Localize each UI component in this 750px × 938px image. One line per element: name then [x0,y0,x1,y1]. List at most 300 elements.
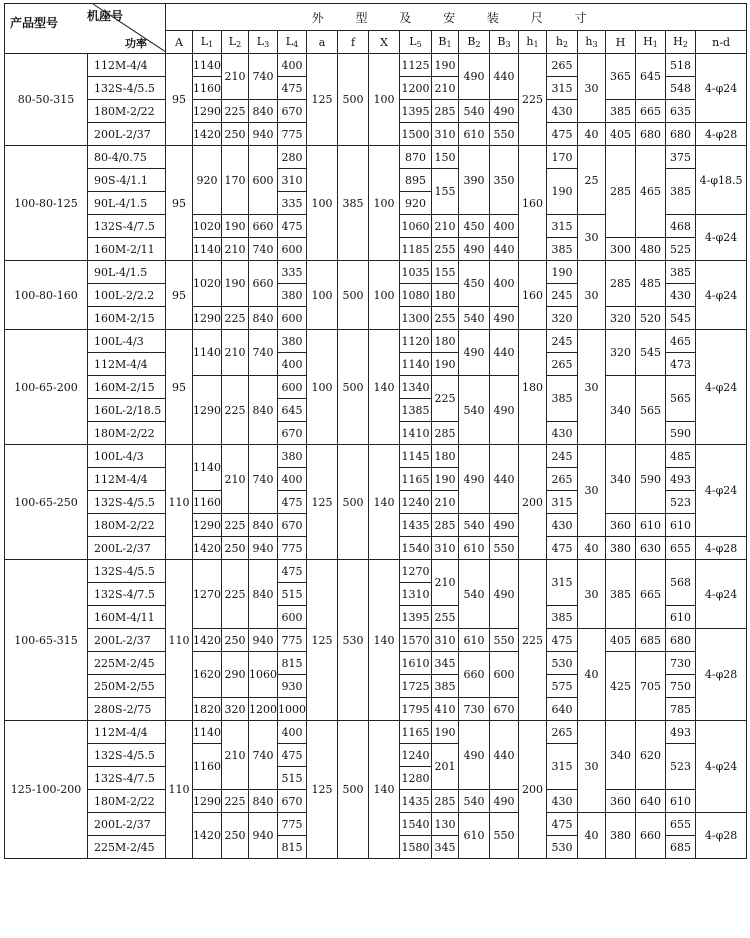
cell-L4: 475 [278,560,307,583]
motor-power-cell: 100L-2/2.2 [88,284,166,307]
column-header-label: n-d [712,35,730,49]
column-header [636,31,666,54]
cell-H1: 665 [636,100,666,123]
cell-H: 320 [606,330,636,376]
cell-B3: 440 [490,721,519,790]
cell-L4: 380 [278,330,307,353]
cell-B2: 610 [459,537,490,560]
motor-power-cell: 132S-4/5.5 [88,77,166,100]
cell-B2: 540 [459,790,490,813]
cell-L5: 1240 [400,491,432,514]
column-header-subscript: 1 [533,40,539,49]
cell-H1: 645 [636,54,666,100]
cell-a: 125 [307,54,338,146]
cell-h1: 160 [519,261,547,330]
cell-H2: 523 [666,744,696,790]
cell-L5: 1795 [400,698,432,721]
cell-B1: 310 [432,537,459,560]
dimension-table [4,3,747,859]
column-header-subscript: 1 [446,40,452,49]
cell-L4: 400 [278,468,307,491]
cell-L3: 940 [249,537,278,560]
cell-L1: 1270 [193,560,222,629]
cell-L4: 515 [278,767,307,790]
cell-L4: 400 [278,54,307,77]
cell-nd: 4-φ24 [696,54,747,123]
cell-H1: 630 [636,537,666,560]
table-row [5,721,747,744]
cell-L4: 475 [278,77,307,100]
cell-H1: 680 [636,123,666,146]
cell-L5: 1300 [400,307,432,330]
cell-H2: 635 [666,100,696,123]
cell-h3: 40 [578,123,606,146]
cell-L2: 210 [222,238,249,261]
cell-B3: 550 [490,629,519,652]
cell-B3: 490 [490,376,519,445]
cell-L2: 210 [222,54,249,100]
cell-a: 100 [307,261,338,330]
cell-h3: 30 [578,721,606,813]
cell-L1: 1420 [193,813,222,859]
column-header-subscript: 2 [475,40,481,49]
motor-power-cell: 200L-2/37 [88,813,166,836]
cell-B1: 190 [432,353,459,376]
cell-H: 300 [606,238,636,261]
cell-L5: 1185 [400,238,432,261]
cell-B2: 450 [459,261,490,307]
cell-L5: 920 [400,192,432,215]
cell-nd: 4-φ24 [696,330,747,445]
cell-L2: 190 [222,215,249,238]
column-header [459,31,490,54]
cell-B1: 385 [432,675,459,698]
cell-H1: 565 [636,376,666,445]
cell-L2: 225 [222,307,249,330]
cell-L5: 1580 [400,836,432,859]
cell-B1: 255 [432,238,459,261]
column-header-label: B [438,35,447,48]
cell-h2: 430 [547,790,578,813]
cell-L3: 840 [249,100,278,123]
cell-L5: 1410 [400,422,432,445]
cell-h3: 30 [578,261,606,330]
cell-B2: 540 [459,100,490,123]
cell-B1: 210 [432,77,459,100]
cell-B2: 490 [459,721,490,790]
cell-B3: 350 [490,146,519,215]
cell-nd: 4-φ28 [696,537,747,560]
motor-power-cell: 200L-2/37 [88,123,166,146]
table-row [5,146,747,169]
cell-B3: 490 [490,100,519,123]
cell-L1: 920 [193,146,222,215]
cell-L5: 1120 [400,330,432,353]
cell-X: 100 [369,146,400,261]
column-header [696,31,747,54]
cell-L5: 1280 [400,767,432,790]
cell-nd: 4-φ28 [696,813,747,859]
cell-L4: 400 [278,721,307,744]
cell-L4: 645 [278,399,307,422]
cell-B2: 540 [459,376,490,445]
cell-h2: 475 [547,537,578,560]
column-header-subscript: 3 [505,40,511,49]
cell-H1: 705 [636,652,666,721]
cell-B1: 285 [432,790,459,813]
cell-L4: 1000 [278,698,307,721]
cell-H2: 485 [666,445,696,468]
cell-L4: 400 [278,353,307,376]
motor-power-cell: 250M-2/55 [88,675,166,698]
motor-power-cell: 100L-4/3 [88,330,166,353]
cell-L4: 380 [278,284,307,307]
cell-A: 95 [166,330,193,445]
cell-B2: 490 [459,54,490,100]
cell-B1: 190 [432,721,459,744]
cell-L1: 1160 [193,491,222,514]
cell-B1: 210 [432,560,459,606]
motor-power-cell: 112M-4/4 [88,721,166,744]
column-header-subscript: 3 [592,40,598,49]
cell-L5: 1060 [400,215,432,238]
cell-H2: 518 [666,54,696,77]
cell-H2: 468 [666,215,696,238]
product-model-cell: 100-65-250 [5,445,88,560]
cell-h2: 475 [547,123,578,146]
cell-h2: 190 [547,169,578,215]
cell-B1: 210 [432,491,459,514]
cell-L1: 1020 [193,215,222,238]
cell-B3: 440 [490,330,519,376]
cell-h2: 385 [547,238,578,261]
cell-H: 285 [606,146,636,238]
cell-B1: 190 [432,468,459,491]
cell-H2: 685 [666,836,696,859]
cell-L3: 840 [249,790,278,813]
column-header-label: h [555,35,563,48]
cell-h2: 640 [547,698,578,721]
cell-L4: 815 [278,836,307,859]
column-header-label: a [318,35,326,49]
cell-L5: 1270 [400,560,432,583]
cell-L4: 775 [278,813,307,836]
cell-L4: 335 [278,261,307,284]
product-model-cell: 80-50-315 [5,54,88,146]
cell-X: 140 [369,560,400,721]
cell-L1: 1140 [193,54,222,77]
cell-L3: 840 [249,514,278,537]
column-header-label: X [380,35,388,49]
cell-B3: 400 [490,215,519,238]
cell-B3: 600 [490,652,519,698]
cell-B1: 255 [432,307,459,330]
cell-B1: 180 [432,330,459,353]
cell-H2: 655 [666,813,696,836]
cell-h1: 200 [519,721,547,859]
cell-H: 340 [606,376,636,445]
cell-L3: 1060 [249,652,278,698]
cell-B1: 130 [432,813,459,836]
cell-nd: 4-φ28 [696,629,747,721]
motor-power-cell: 112M-4/4 [88,54,166,77]
cell-A: 110 [166,721,193,859]
motor-power-cell: 132S-4/7.5 [88,583,166,606]
cell-h2: 430 [547,514,578,537]
cell-a: 125 [307,560,338,721]
motor-power-cell: 90L-4/1.5 [88,261,166,284]
cell-f: 500 [338,54,369,146]
motor-power-cell: 200L-2/37 [88,537,166,560]
cell-h2: 265 [547,54,578,77]
column-header [490,31,519,54]
column-header-label: L [285,35,294,48]
cell-H: 340 [606,445,636,514]
cell-h2: 530 [547,652,578,675]
cell-L1: 1620 [193,652,222,698]
cell-B3: 440 [490,238,519,261]
cell-B2: 730 [459,698,490,721]
cell-h3: 30 [578,445,606,537]
cell-L2: 250 [222,629,249,652]
column-header-label: B [467,35,476,48]
cell-h2: 245 [547,284,578,307]
cell-L4: 475 [278,491,307,514]
cell-L5: 1395 [400,606,432,629]
cell-B2: 610 [459,629,490,652]
cell-B3: 440 [490,54,519,100]
cell-h2: 475 [547,813,578,836]
cell-B1: 180 [432,284,459,307]
cell-A: 95 [166,261,193,330]
motor-power-cell: 132S-4/5.5 [88,491,166,514]
cell-h2: 245 [547,330,578,353]
cell-H1: 685 [636,629,666,652]
cell-h3: 30 [578,330,606,445]
cell-B2: 490 [459,445,490,514]
cell-H1: 520 [636,307,666,330]
cell-H2: 590 [666,422,696,445]
cell-B1: 285 [432,514,459,537]
cell-h3: 40 [578,537,606,560]
cell-B3: 490 [490,790,519,813]
cell-L2: 225 [222,376,249,445]
table-body [5,54,747,859]
cell-H2: 430 [666,284,696,307]
cell-L2: 320 [222,698,249,721]
cell-L3: 840 [249,560,278,629]
cell-B2: 540 [459,514,490,537]
cell-h2: 170 [547,146,578,169]
table-row [5,330,747,353]
column-header [278,31,307,54]
table-row [5,261,747,284]
motor-power-cell: 132S-4/7.5 [88,215,166,238]
cell-H2: 655 [666,537,696,560]
cell-H: 285 [606,261,636,307]
cell-f: 500 [338,445,369,560]
column-header-subscript: 2 [682,40,688,49]
cell-H2: 493 [666,468,696,491]
cell-L2: 225 [222,790,249,813]
cell-f: 500 [338,330,369,445]
column-header-label: L [200,35,209,48]
cell-H: 385 [606,560,636,629]
cell-H2: 385 [666,261,696,284]
cell-H1: 620 [636,721,666,790]
cell-h1: 160 [519,146,547,261]
cell-L4: 775 [278,123,307,146]
cell-H2: 680 [666,123,696,146]
column-header-subscript: 2 [563,40,569,49]
cell-h3: 30 [578,560,606,629]
cell-H: 320 [606,307,636,330]
cell-L2: 250 [222,537,249,560]
cell-H1: 485 [636,261,666,307]
column-header-subscript: 1 [208,40,214,49]
column-header-label: B [497,35,506,48]
cell-L4: 380 [278,445,307,468]
cell-f: 385 [338,146,369,261]
cell-L4: 310 [278,169,307,192]
cell-f: 500 [338,261,369,330]
cell-L5: 1570 [400,629,432,652]
cell-H2: 750 [666,675,696,698]
cell-L4: 600 [278,238,307,261]
cell-H2: 610 [666,514,696,537]
column-header-subscript: 5 [416,40,422,49]
cell-a: 125 [307,445,338,560]
cell-B2: 450 [459,215,490,238]
cell-X: 140 [369,445,400,560]
column-header-label: L [228,35,237,48]
cell-X: 100 [369,261,400,330]
cell-B2: 490 [459,238,490,261]
cell-L3: 940 [249,629,278,652]
cell-L5: 1165 [400,721,432,744]
cell-L3: 740 [249,54,278,100]
cell-H: 405 [606,123,636,146]
table-row [5,54,747,77]
cell-H: 380 [606,813,636,859]
cell-L5: 1145 [400,445,432,468]
cell-L5: 1395 [400,100,432,123]
cell-B3: 400 [490,261,519,307]
cell-B1: 155 [432,261,459,284]
motor-power-cell: 132S-4/5.5 [88,744,166,767]
cell-h2: 315 [547,744,578,790]
cell-f: 500 [338,721,369,859]
cell-B1: 155 [432,169,459,215]
cell-L1: 1420 [193,537,222,560]
cell-H2: 610 [666,790,696,813]
cell-B3: 550 [490,537,519,560]
cell-L4: 670 [278,514,307,537]
cell-B1: 285 [432,422,459,445]
cell-L1: 1160 [193,77,222,100]
column-header [307,31,338,54]
cell-H2: 730 [666,652,696,675]
cell-H1: 665 [636,560,666,629]
motor-power-cell: 180M-2/22 [88,100,166,123]
cell-L5: 1500 [400,123,432,146]
cell-L4: 515 [278,583,307,606]
cell-H: 385 [606,100,636,123]
cell-L4: 775 [278,629,307,652]
column-header-label: A [175,35,183,49]
column-header-label: h [526,35,534,48]
cell-L2: 250 [222,813,249,859]
cell-nd: 4-φ24 [696,215,747,261]
cell-H1: 640 [636,790,666,813]
cell-L5: 1385 [400,399,432,422]
cell-H1: 545 [636,330,666,376]
motor-power-cell: 132S-4/7.5 [88,767,166,790]
cell-L4: 670 [278,422,307,445]
cell-L5: 1610 [400,652,432,675]
cell-H2: 785 [666,698,696,721]
column-header-label: L [409,35,417,48]
column-header [606,31,636,54]
motor-power-cell: 200L-2/37 [88,629,166,652]
cell-B2: 660 [459,652,490,698]
product-model-cell: 100-65-200 [5,330,88,445]
cell-L2: 210 [222,445,249,514]
cell-B3: 550 [490,813,519,859]
cell-L5: 1435 [400,790,432,813]
cell-B1: 310 [432,629,459,652]
cell-L1: 1290 [193,514,222,537]
cell-L4: 775 [278,537,307,560]
cell-h3: 25 [578,146,606,215]
corner-header [5,4,166,54]
cell-B2: 610 [459,123,490,146]
cell-L2: 290 [222,652,249,698]
cell-L5: 1140 [400,353,432,376]
cell-H2: 473 [666,353,696,376]
cell-nd: 4-φ24 [696,560,747,629]
column-header-subscript: 2 [236,40,242,49]
motor-power-cell: 132S-4/5.5 [88,560,166,583]
cell-B3: 550 [490,123,519,146]
cell-L2: 225 [222,560,249,629]
cell-a: 125 [307,721,338,859]
column-header-subscript: 4 [293,40,299,49]
cell-H1: 660 [636,813,666,859]
cell-h2: 530 [547,836,578,859]
cell-H2: 680 [666,629,696,652]
cell-L5: 1200 [400,77,432,100]
cell-h2: 315 [547,77,578,100]
power-header: 功率 [125,37,147,50]
column-header [193,31,222,54]
cell-h2: 190 [547,261,578,284]
cell-h2: 430 [547,422,578,445]
motor-power-cell: 80-4/0.75 [88,146,166,169]
motor-power-cell: 160M-2/15 [88,307,166,330]
cell-h2: 385 [547,376,578,422]
cell-L5: 1435 [400,514,432,537]
column-header [400,31,432,54]
cell-L1: 1140 [193,445,222,491]
cell-L5: 1165 [400,468,432,491]
cell-h2: 245 [547,445,578,468]
cell-B1: 285 [432,100,459,123]
column-header [432,31,459,54]
cell-H2: 545 [666,307,696,330]
cell-h2: 265 [547,468,578,491]
cell-h2: 315 [547,491,578,514]
